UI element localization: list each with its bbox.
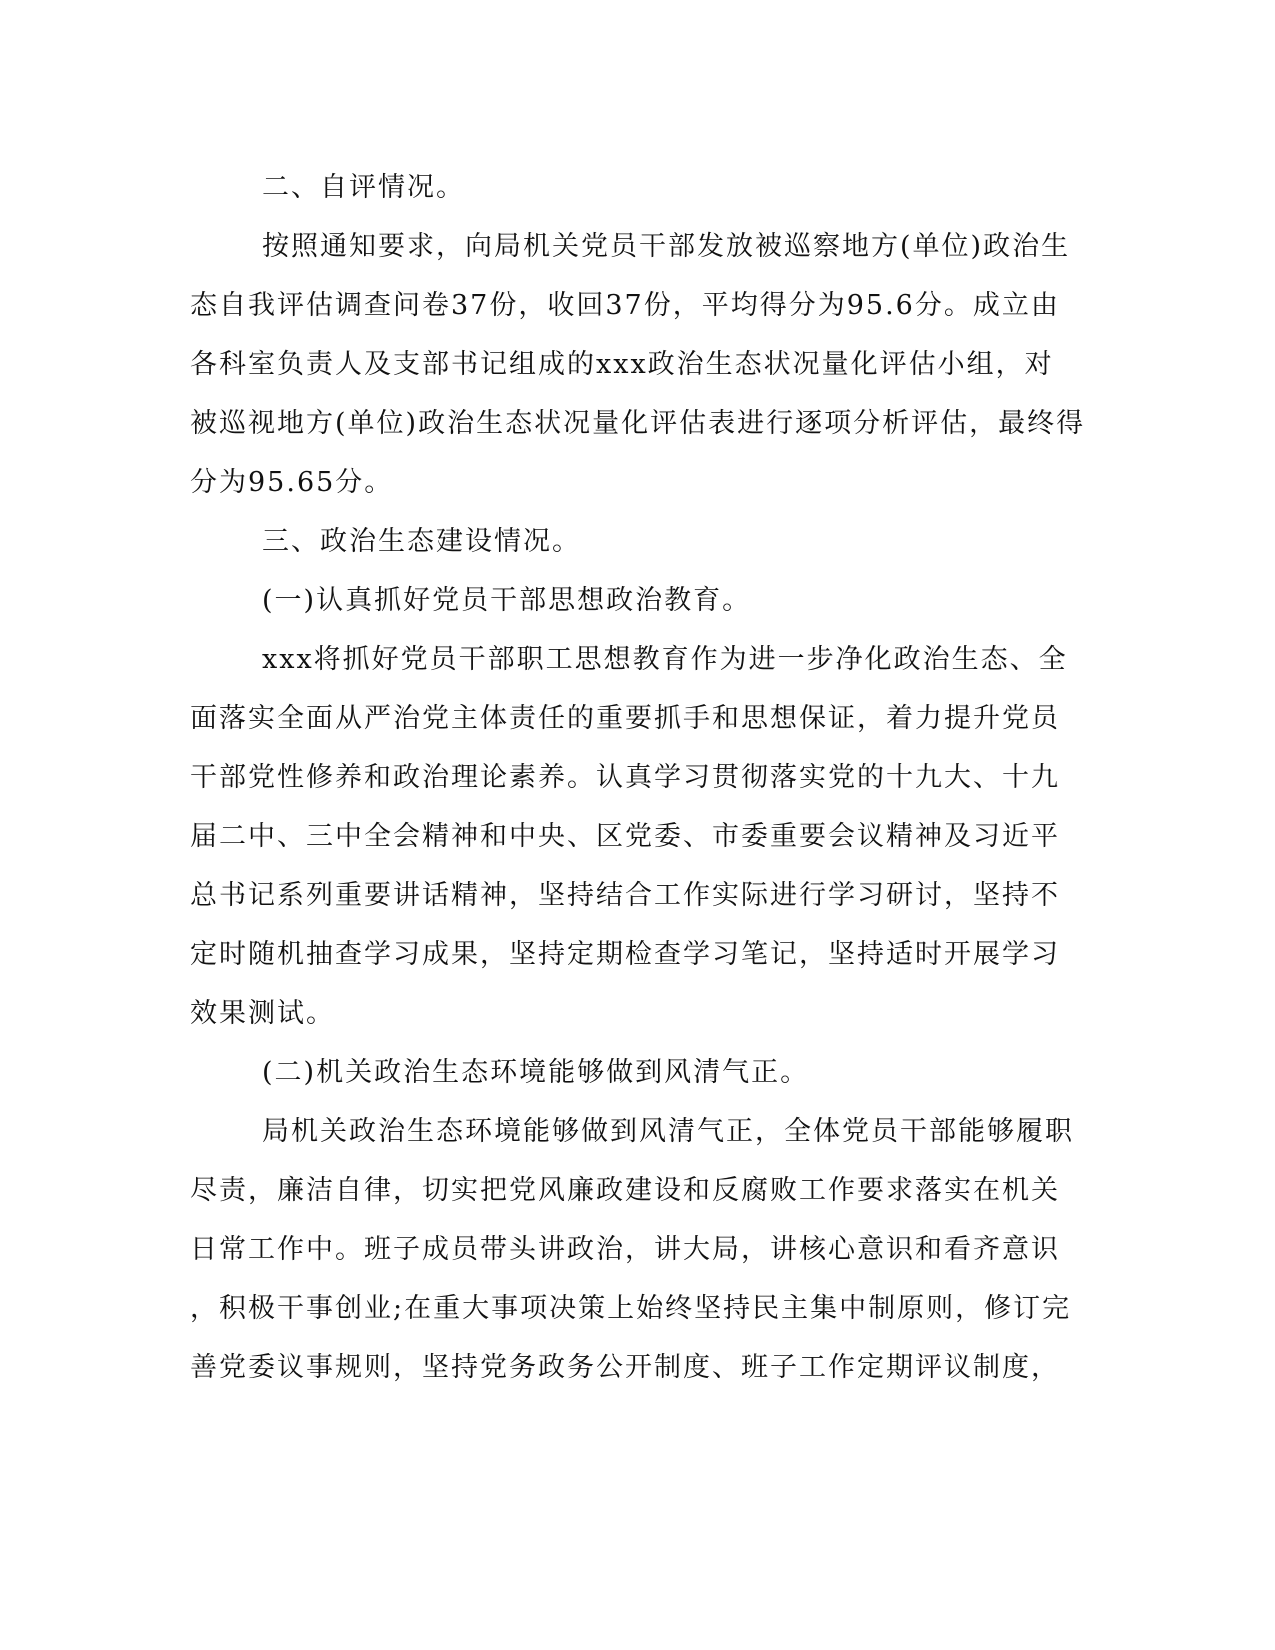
text-line: (二)机关政治生态环境能够做到风清气正。	[262, 1057, 810, 1088]
paragraph-survey	[190, 217, 1086, 512]
paragraph-environment	[190, 1102, 1080, 1397]
subheading-education	[190, 571, 1080, 630]
text-line: 态自我评估调查问卷37份，收回37份，平均得分为95.6分。成立由	[190, 290, 1060, 321]
text-line: 总书记系列重要讲话精神，坚持结合工作实际进行学习研讨，坚持不	[190, 880, 1060, 911]
text-line: (一)认真抓好党员干部思想政治教育。	[262, 585, 752, 616]
text-line: 善党委议事规则，坚持党务政务公开制度、班子工作定期评议制度，	[190, 1352, 1060, 1383]
document-body	[190, 158, 1086, 1397]
text-line: 被巡视地方(单位)政治生态状况量化评估表进行逐项分析评估，最终得	[190, 408, 1086, 439]
text-line: 干部党性修养和政治理论素养。认真学习贯彻落实党的十九大、十九	[190, 762, 1060, 793]
text-line: 各科室负责人及支部书记组成的xxx政治生态状况量化评估小组，对	[190, 349, 1054, 380]
text-line: 按照通知要求，向局机关党员干部发放被巡察地方(单位)政治生	[262, 231, 1071, 262]
text-line: 三、政治生态建设情况。	[262, 526, 581, 557]
text-line: xxx将抓好党员干部职工思想教育作为进一步净化政治生态、全	[262, 644, 1068, 675]
subheading-environment	[190, 1043, 1080, 1102]
text-line: 定时随机抽查学习成果，坚持定期检查学习笔记，坚持适时开展学习	[190, 939, 1060, 970]
paragraph-education	[190, 630, 1080, 1043]
text-line: 二、自评情况。	[262, 172, 465, 203]
text-line: ，积极干事创业;在重大事项决策上始终坚持民主集中制原则，修订完	[190, 1293, 1072, 1324]
text-line: 日常工作中。班子成员带头讲政治，讲大局，讲核心意识和看齐意识	[190, 1234, 1060, 1265]
text-line: 届二中、三中全会精神和中央、区党委、市委重要会议精神及习近平	[190, 821, 1060, 852]
heading-political-ecology	[190, 512, 1080, 571]
text-line: 尽责，廉洁自律，切实把党风廉政建设和反腐败工作要求落实在机关	[190, 1175, 1060, 1206]
text-line: 分为95.65分。	[190, 467, 394, 498]
text-line: 局机关政治生态环境能够做到风清气正，全体党员干部能够履职	[262, 1116, 1074, 1147]
text-line: 面落实全面从严治党主体责任的重要抓手和思想保证，着力提升党员	[190, 703, 1060, 734]
heading-self-evaluation	[190, 158, 1080, 217]
text-line: 效果测试。	[190, 998, 335, 1029]
